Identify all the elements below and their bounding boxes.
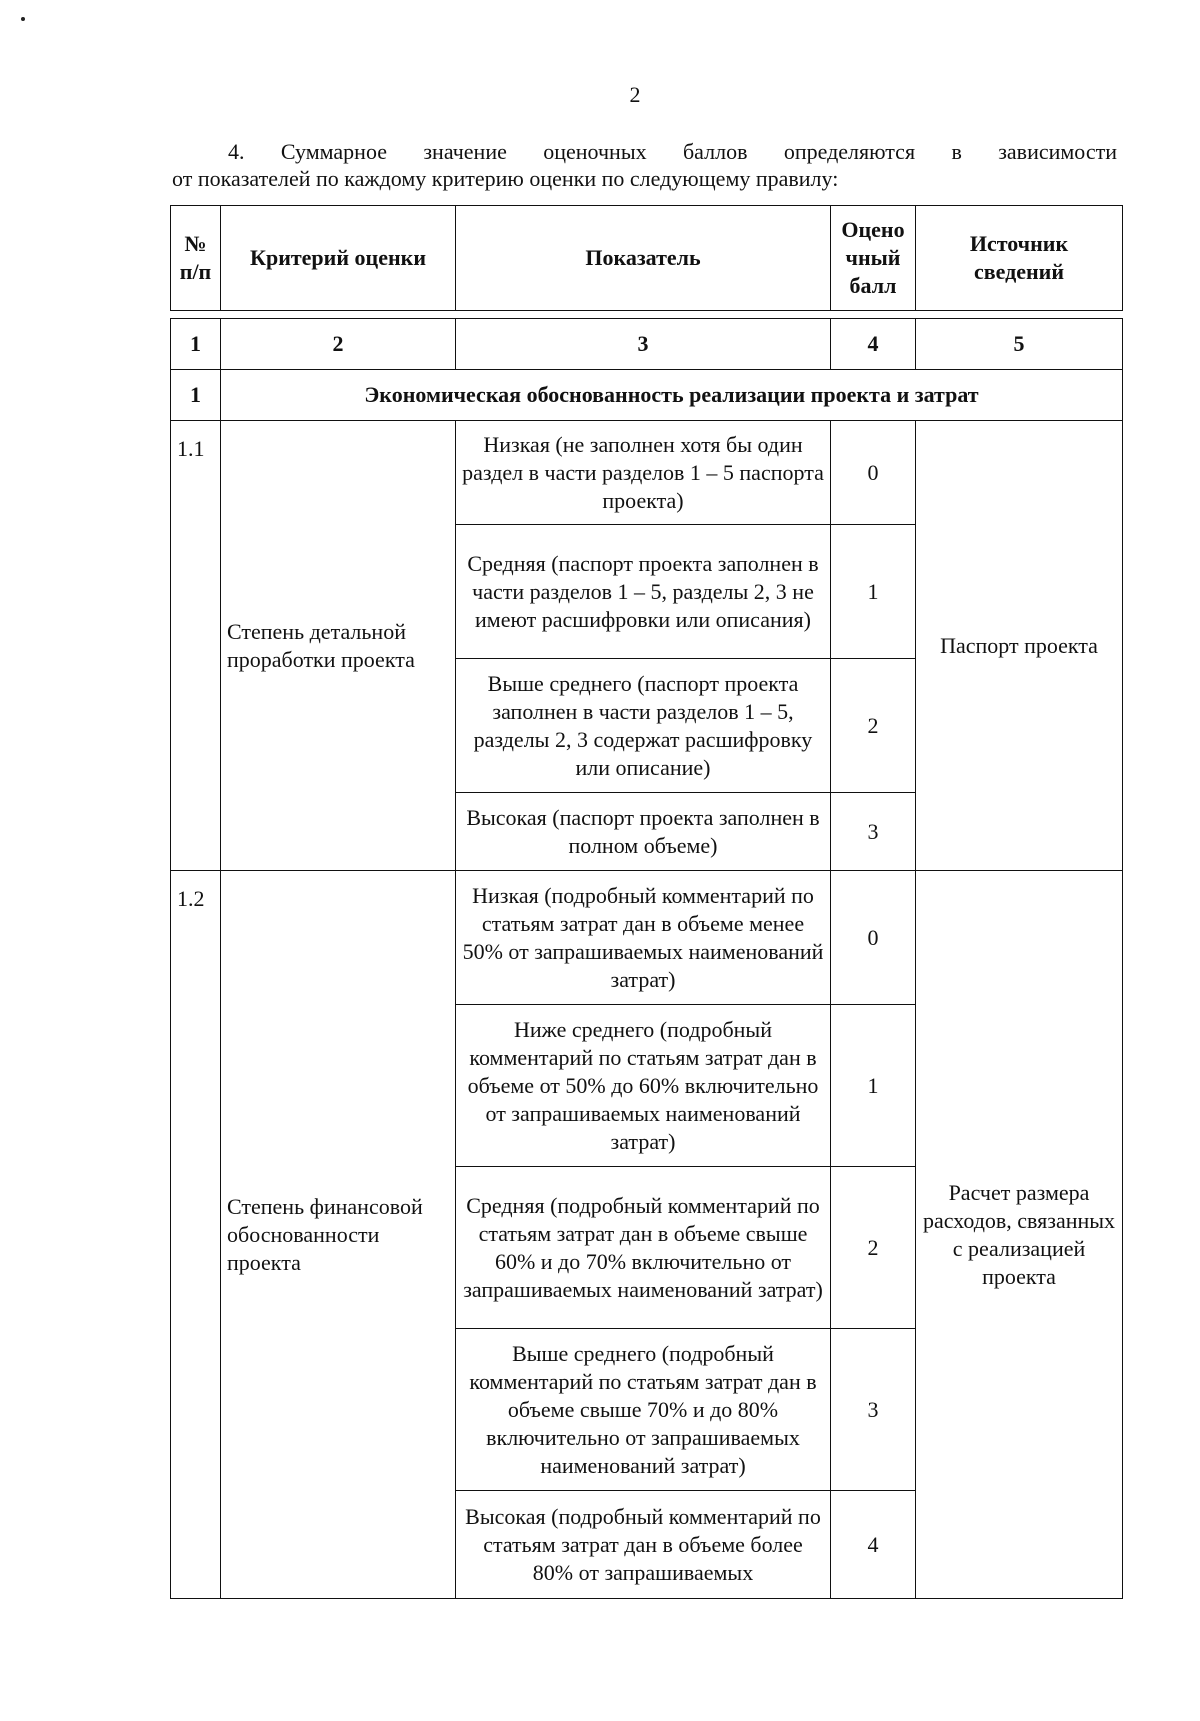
header-indicator: Показатель [456, 206, 831, 311]
source-cell: Расчет размера расходов, связанных с реализацией проекта [916, 871, 1123, 1599]
header-number: № п/п [171, 206, 221, 311]
column-number: 3 [456, 319, 831, 370]
score-cell: 1 [831, 1005, 916, 1167]
indicator-cell: Высокая (паспорт проекта заполнен в полном объеме) [456, 793, 831, 871]
criteria-table-header [170, 205, 1123, 311]
column-number: 2 [221, 319, 456, 370]
intro-paragraph [172, 138, 1117, 192]
row-number: 1.2 [171, 871, 221, 1599]
source-cell: Паспорт проекта [916, 421, 1123, 871]
column-number: 1 [171, 319, 221, 370]
indicator-cell: Выше среднего (подробный комментарий по статьям затрат дан в объеме свыше 70% и до 80% включительно от запрашиваемых наименований затрат) [456, 1329, 831, 1491]
table-row [171, 871, 1123, 1005]
score-cell: 4 [831, 1491, 916, 1599]
table-row [171, 421, 1123, 525]
page-number: 2 [629, 82, 641, 107]
section-row [171, 370, 1123, 421]
indicator-cell: Низкая (подробный комментарий по статьям затрат дан в объеме менее 50% от запрашиваемых наименований затрат) [456, 871, 831, 1005]
indicator-cell: Средняя (подробный комментарий по статьям затрат дан в объеме свыше 60% и до 70% включительно от запрашиваемых наименований затрат) [456, 1167, 831, 1329]
score-cell: 3 [831, 793, 916, 871]
indicator-cell: Выше среднего (паспорт проекта заполнен в части разделов 1 – 5, разделы 2, 3 содержат расшифровку или описание) [456, 659, 831, 793]
scan-speck [21, 17, 25, 21]
score-cell: 1 [831, 525, 916, 659]
score-cell: 2 [831, 659, 916, 793]
indicator-cell: Ниже среднего (подробный комментарий по статьям затрат дан в объеме от 50% до 60% включительно от запрашиваемых наименований затрат) [456, 1005, 831, 1167]
intro-line-1: 4. Суммарное значение оценочных баллов определяются в зависимости [228, 139, 1117, 164]
header-score: Оцено чный балл [831, 206, 916, 311]
indicator-cell: Средняя (паспорт проекта заполнен в части разделов 1 – 5, разделы 2, 3 не имеют расшифровки или описания) [456, 525, 831, 659]
criterion-cell: Степень детальной проработки проекта [221, 421, 456, 871]
score-cell: 2 [831, 1167, 916, 1329]
score-cell: 3 [831, 1329, 916, 1491]
score-cell: 0 [831, 871, 916, 1005]
header-source: Источник сведений [916, 206, 1123, 311]
criteria-table [170, 318, 1123, 1599]
section-number: 1 [171, 370, 221, 421]
indicator-cell: Низкая (не заполнен хотя бы один раздел в части разделов 1 – 5 паспорта проекта) [456, 421, 831, 525]
row-number: 1.1 [171, 421, 221, 871]
criterion-cell: Степень финансовой обоснованности проекта [221, 871, 456, 1599]
column-number-row [171, 319, 1123, 370]
section-title: Экономическая обоснованность реализации проекта и затрат [221, 370, 1123, 421]
column-number: 5 [916, 319, 1123, 370]
header-criterion: Критерий оценки [221, 206, 456, 311]
indicator-cell: Высокая (подробный комментарий по статьям затрат дан в объеме более 80% от запрашиваемых [456, 1491, 831, 1599]
column-number: 4 [831, 319, 916, 370]
intro-line-2: от показателей по каждому критерию оценки по следующему правилу: [172, 166, 839, 191]
score-cell: 0 [831, 421, 916, 525]
header-row [171, 206, 1123, 311]
